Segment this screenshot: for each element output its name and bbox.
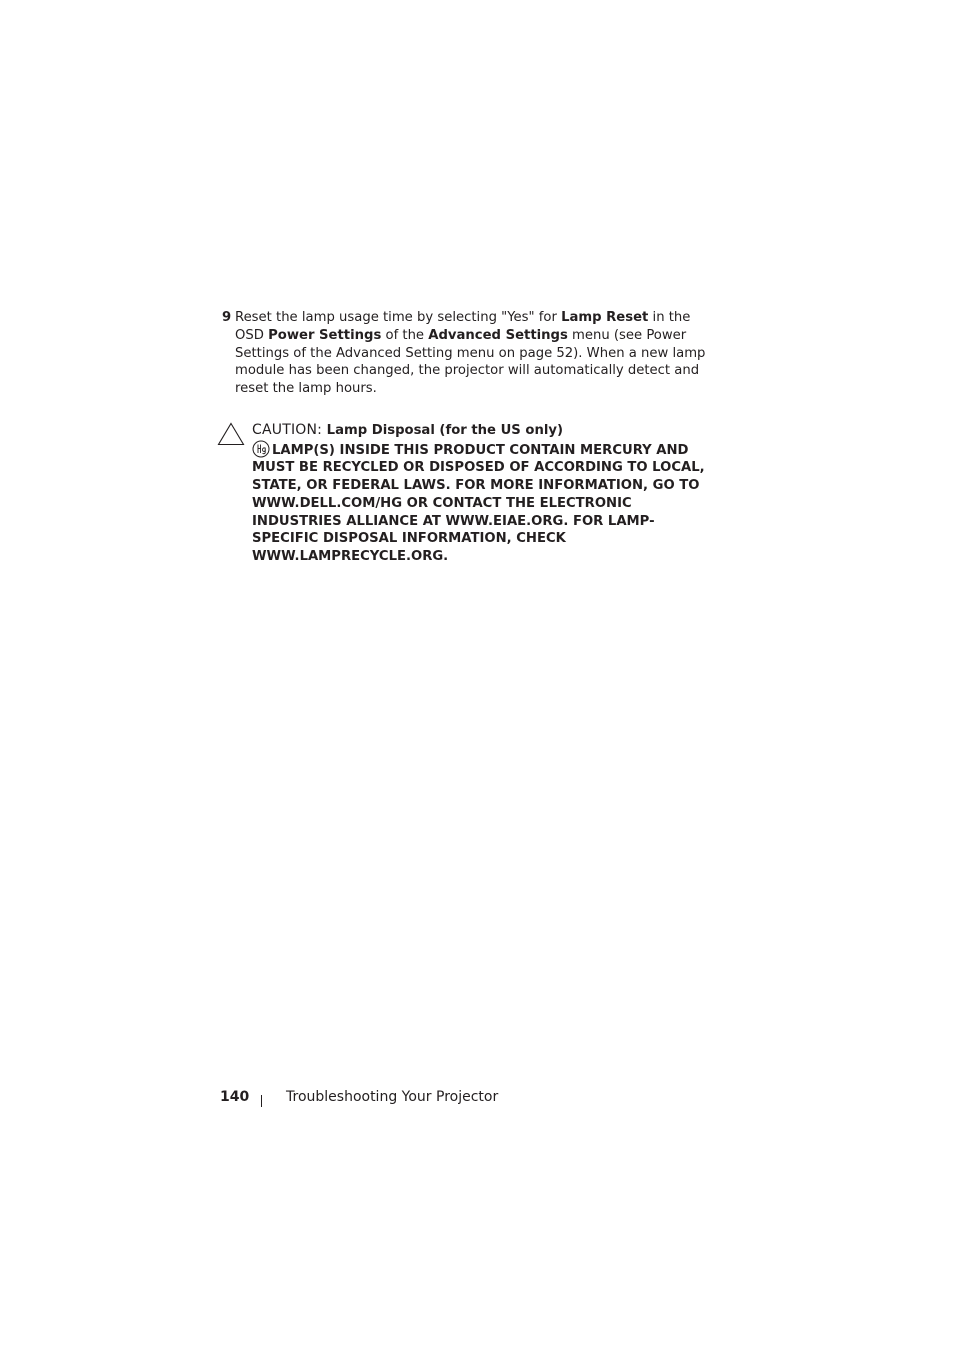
caution-label: CAUTION: xyxy=(252,422,323,438)
footer-separator xyxy=(261,1095,262,1107)
caution-triangle-icon xyxy=(217,422,245,446)
step-text-part: Reset the lamp usage time by selecting "Yes" for xyxy=(235,310,562,325)
mercury-hg-icon xyxy=(252,440,270,458)
step-text-part: menu (see Power Settings of the Advanced Setting menu on page 52). When a new lamp module has been changed, the projector will automatically detect and reset the lamp hours. xyxy=(235,327,706,397)
page-number: 140 xyxy=(220,1089,250,1105)
step-text xyxy=(235,309,712,398)
procedure-step xyxy=(222,309,712,398)
step-number: 9 xyxy=(222,310,232,325)
lamp-reset-term: Lamp Reset xyxy=(561,310,649,325)
caution-text: LAMP(S) INSIDE THIS PRODUCT CONTAIN MERCURY AND MUST BE RECYCLED OR DISPOSED OF ACCORDING TO LOCAL, STATE, OR FEDERAL LAWS. FOR MORE INFORMATION, GO TO WWW.DELL.COM/HG OR CONTACT THE ELECTRONIC INDUSTRIES ALLIANCE AT WWW.EIAE.ORG. FOR LAMP-SPECIFIC DISPOSAL INFORMATION, CHECK WWW.LAMPRECYCLE.ORG. xyxy=(252,442,705,564)
step-text-part: of the xyxy=(381,327,429,343)
footer-chapter-title: Troubleshooting Your Projector xyxy=(286,1089,499,1105)
advanced-settings-term: Advanced Settings xyxy=(428,327,568,343)
power-settings-term: Power Settings xyxy=(268,327,382,343)
step-text-part: in the OSD xyxy=(235,310,691,343)
caution-heading: Lamp Disposal (for the US only) xyxy=(322,423,563,438)
caution-notice xyxy=(217,422,717,566)
caution-body xyxy=(252,422,717,566)
